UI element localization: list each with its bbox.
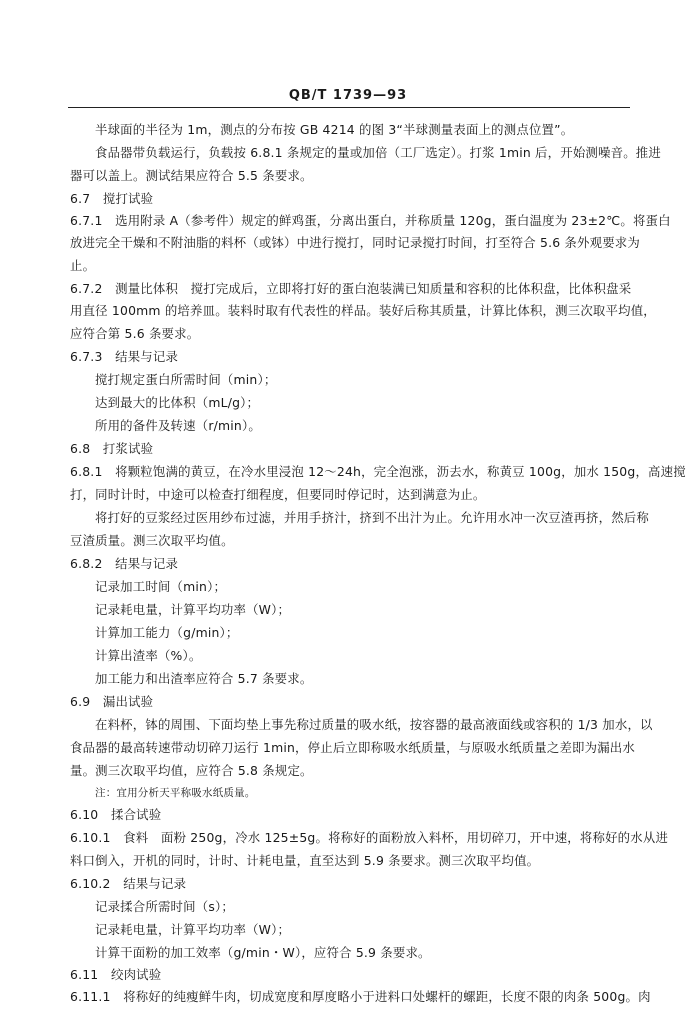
- body-line: 6.7.1 选用附录 A（参考件）规定的鲜鸡蛋，分离出蛋白，并称质量 120g，蛋白温度为 23±2℃。将蛋白: [70, 213, 671, 228]
- body-line: 记录揉合所需时间（s）；: [95, 899, 234, 914]
- body-line: 半球面的半径为 1m，测点的分布按 GB 4214 的图 3“半球测量表面上的测点位置”。: [95, 122, 574, 137]
- body-line: 搅打规定蛋白所需时间（min）；: [95, 372, 277, 387]
- body-line: 6.7.2 测量比体积 搅打完成后，立即将打好的蛋白泡装满已知质量和容积的比体积盘，比体积盘采: [70, 281, 632, 296]
- body-line: 料口倒入，开机的同时，计时、计耗电量，直至达到 5.9 条要求。测三次取平均值。: [70, 853, 540, 868]
- body-line: 加工能力和出渣率应符合 5.7 条要求。: [95, 671, 313, 686]
- body-line: 6.10.1 食料 面粉 250g，冷水 125±5g。将称好的面粉放入料杯，用切碎刀，开中速，将称好的水从进: [70, 830, 669, 845]
- body-line: 计算加工能力（g/min）；: [95, 625, 239, 640]
- body-line: 将打好的豆浆经过医用纱布过滤，并用手挤汁，挤到不出汁为止。允许用水冲一次豆渣再挤，然后称: [95, 510, 649, 525]
- body-line: 止。: [70, 258, 96, 273]
- page-header: QB/T 1739—93: [288, 88, 408, 103]
- body-line: 在料杯，钵的周围、下面均垫上事先称过质量的吸水纸，按容器的最高液面线或容积的 1/3 加水，以: [95, 717, 653, 732]
- section-heading: 6.8.2 结果与记录: [70, 556, 179, 571]
- body-line: 食品器带负载运行，负载按 6.8.1 条规定的量或加倍（工厂选定）。打浆 1min 后，开始测噪音。推进: [95, 145, 661, 160]
- section-heading: 6.9 漏出试验: [70, 694, 154, 709]
- body-line: 应符合第 5.6 条要求。: [70, 326, 200, 341]
- body-line: 计算干面粉的加工效率（g/min・W），应符合 5.9 条要求。: [95, 945, 431, 960]
- section-heading: 6.8 打浆试验: [70, 441, 154, 456]
- section-heading: 6.7.3 结果与记录: [70, 349, 179, 364]
- body-line: 量。测三次取平均值，应符合 5.8 条规定。: [70, 763, 313, 778]
- body-line: 食品器的最高转速带动切碎刀运行 1min，停止后立即称吸水纸质量，与原吸水纸质量之差即为漏出水: [70, 740, 635, 755]
- header-rule: [68, 107, 630, 108]
- section-heading: 6.10 揉合试验: [70, 807, 162, 822]
- body-line: 放进完全干燥和不附油脂的料杯（或钵）中进行搅打，同时记录搅打时间，打至符合 5.6 条外观要求为: [70, 235, 640, 250]
- body-line: 计算出渣率（%）。: [95, 648, 202, 663]
- body-line: 达到最大的比体积（mL/g）；: [95, 395, 260, 410]
- body-line: 打，同时计时，中途可以检查打细程度，但要同时停记时，达到满意为止。: [70, 487, 486, 502]
- body-line: 豆渣质量。测三次取平均值。: [70, 533, 234, 548]
- body-line: 记录加工时间（min）；: [95, 579, 227, 594]
- body-line: 6.8.1 将颗粒饱满的黄豆，在冷水里浸泡 12～24h，完全泡涨，沥去水，称黄豆 100g，加水 150g，高速搅: [70, 464, 686, 479]
- body-line: 记录耗电量，计算平均功率（W）；: [95, 922, 291, 937]
- body-line: 记录耗电量，计算平均功率（W）；: [95, 602, 291, 617]
- note-line: 注：宜用分析天平称吸水纸质量。: [95, 787, 256, 799]
- body-line: 所用的备件及转速（r/min）。: [95, 418, 261, 433]
- section-heading: 6.11 绞肉试验: [70, 967, 162, 982]
- body-line: 用直径 100mm 的培养皿。装料时取有代表性的样品。装好后称其质量，计算比体积，测三次取平均值，: [70, 303, 656, 318]
- section-heading: 6.7 搅打试验: [70, 191, 154, 206]
- body-line: 6.11.1 将称好的纯瘦鲜牛肉，切成宽度和厚度略小于进料口处螺杆的螺距，长度不限的肉条 500g。肉: [70, 989, 651, 1004]
- body-line: 器可以盖上。测试结果应符合 5.5 条要求。: [70, 168, 313, 183]
- section-heading: 6.10.2 结果与记录: [70, 876, 187, 891]
